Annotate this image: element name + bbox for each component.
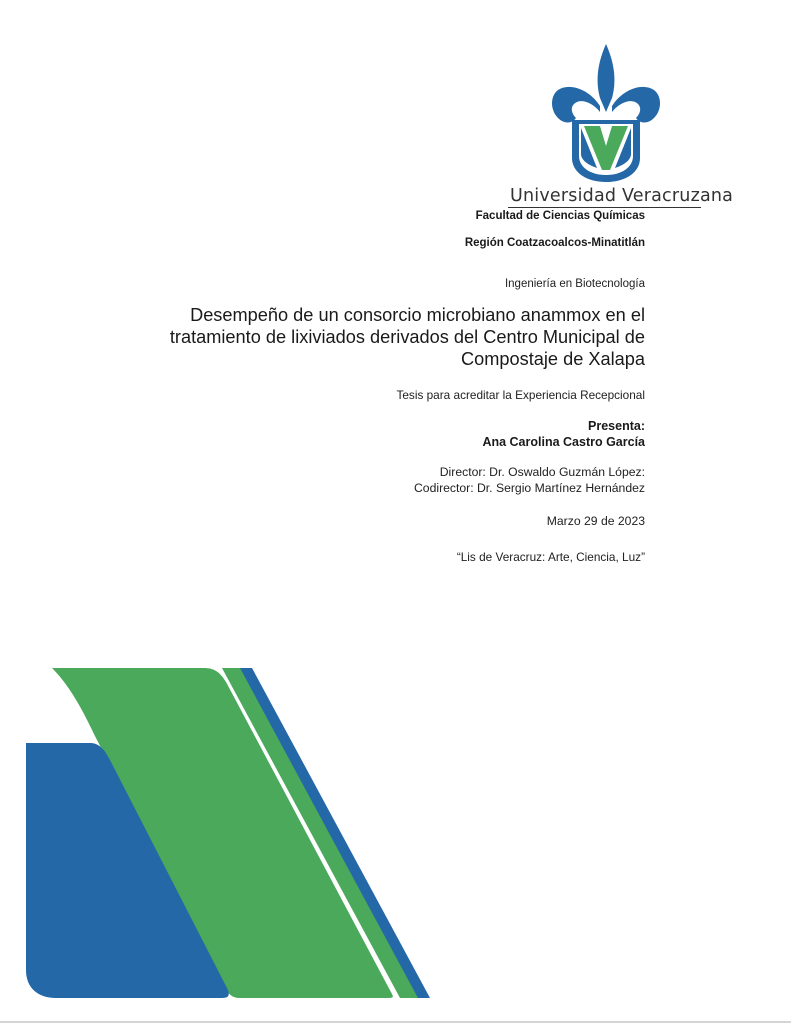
advisors-block bbox=[414, 464, 645, 496]
university-name: Universidad Veracruzana bbox=[510, 186, 734, 206]
university-motto: “Lis de Veracruz: Arte, Ciencia, Luz” bbox=[456, 550, 645, 564]
author-block bbox=[482, 418, 645, 450]
thesis-title-line: Desempeño de un consorcio microbiano anammox en el bbox=[190, 305, 645, 325]
university-logo-icon bbox=[548, 40, 664, 188]
author-label: Presenta: bbox=[588, 419, 645, 433]
presentation-date: Marzo 29 de 2023 bbox=[546, 514, 645, 528]
codirector-line: Codirector: Dr. Sergio Martínez Hernández bbox=[414, 481, 645, 495]
region-name: Región Coatzacoalcos-Minatitlán bbox=[464, 237, 645, 249]
faculty-name: Facultad de Ciencias Químicas bbox=[475, 210, 645, 222]
decorative-stripes-graphic bbox=[0, 650, 791, 1024]
thesis-purpose: Tesis para acreditar la Experiencia Recepcional bbox=[396, 388, 645, 402]
author-name: Ana Carolina Castro García bbox=[482, 435, 645, 449]
director-line: Director: Dr. Oswaldo Guzmán López: bbox=[439, 465, 645, 479]
program-name: Ingeniería en Biotecnología bbox=[504, 278, 645, 290]
thesis-title-line: Compostaje de Xalapa bbox=[460, 349, 645, 369]
university-name-underline bbox=[508, 207, 701, 208]
thesis-title bbox=[170, 304, 645, 370]
page-bottom-border bbox=[0, 1021, 791, 1023]
thesis-title-line: tratamiento de lixiviados derivados del Centro Municipal de bbox=[169, 327, 645, 347]
